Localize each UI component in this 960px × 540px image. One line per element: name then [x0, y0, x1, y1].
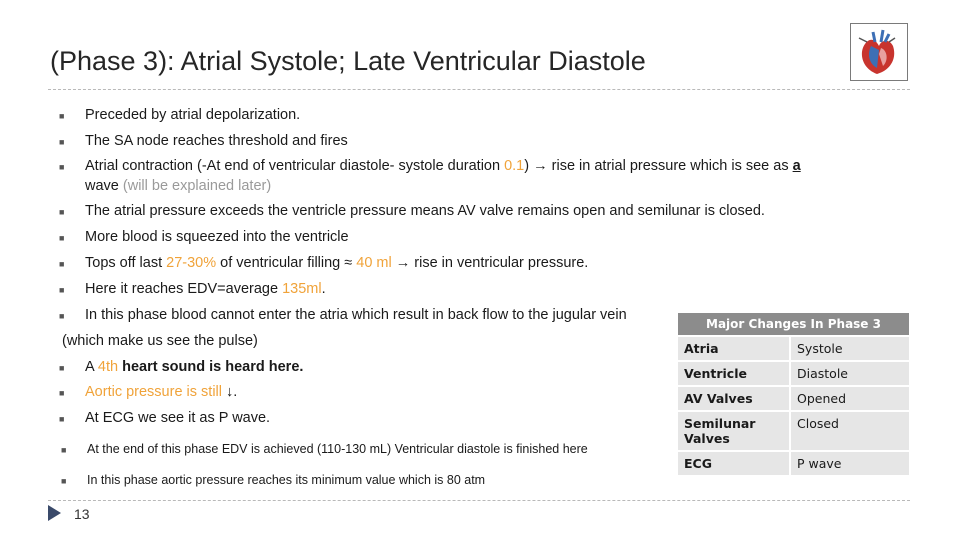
table-cell-value: Systole: [791, 337, 909, 360]
table-row: [678, 337, 909, 360]
bullet-icon: ■: [59, 388, 65, 398]
table-row: [678, 387, 909, 410]
bullet-icon: ■: [61, 476, 67, 486]
bullet-icon: ■: [59, 259, 65, 269]
table-cell-label: Atria: [678, 337, 789, 360]
bullet-item: ■ In this phase aortic pressure reaches its minimum value which is 80 atm: [61, 473, 486, 487]
bullet-icon: ■: [59, 363, 65, 373]
table-row: [678, 412, 909, 450]
title-divider: [48, 89, 910, 90]
table-cell-value: P wave: [791, 452, 909, 475]
bullet-item: ■ Preceded by atrial depolarization.: [59, 107, 301, 123]
table-row: [678, 452, 909, 475]
bullet-icon: ■: [59, 414, 65, 424]
bullet-item: ■ At ECG we see it as P wave.: [59, 410, 271, 426]
bullet-item: ■ The SA node reaches threshold and fires: [59, 133, 348, 149]
table-cell-value: Opened: [791, 387, 909, 410]
bullet-continuation: wave (will be explained later): [85, 178, 272, 194]
table-cell-label: AV Valves: [678, 387, 789, 410]
bullet-item: ■ The atrial pressure exceeds the ventricle pressure means AV valve remains open and semilunar is closed.: [59, 203, 765, 219]
bullet-item: ■ A 4th heart sound is heard here.: [59, 359, 304, 375]
table-cell-value: Closed: [791, 412, 909, 450]
bullet-icon: ■: [59, 311, 65, 321]
bullet-item: ■ Here it reaches EDV=average 135ml.: [59, 281, 326, 297]
page-number: 13: [74, 506, 90, 522]
play-triangle-icon: [48, 505, 61, 521]
table-header: Major Changes In Phase 3: [678, 313, 909, 335]
bullet-item: ■ Atrial contraction (-At end of ventricular diastole- systole duration 0.1) → rise in atrial pressure which is see as a: [59, 158, 801, 174]
bullet-icon: ■: [59, 111, 65, 121]
bullet-item: ■ In this phase blood cannot enter the atria which result in back flow to the jugular vein: [59, 307, 627, 323]
table-cell-label: Semilunar Valves: [678, 412, 789, 450]
bullet-icon: ■: [61, 445, 67, 455]
table-cell-label: Ventricle: [678, 362, 789, 385]
heart-diagram-icon: [850, 23, 908, 81]
bullet-item: ■ More blood is squeezed into the ventricle: [59, 229, 349, 245]
footer-divider: [48, 500, 910, 501]
bullet-icon: ■: [59, 285, 65, 295]
bullet-icon: ■: [59, 233, 65, 243]
bullet-item: ■ At the end of this phase EDV is achieved (110-130 mL) Ventricular diastole is finished here: [61, 442, 588, 456]
bullet-icon: ■: [59, 207, 65, 217]
table-row: [678, 362, 909, 385]
bullet-icon: ■: [59, 162, 65, 172]
phase-changes-table: [678, 313, 909, 475]
table-cell-label: ECG: [678, 452, 789, 475]
table-cell-value: Diastole: [791, 362, 909, 385]
slide-title: (Phase 3): Atrial Systole; Late Ventricular Diastole: [50, 46, 646, 76]
bullet-item: ■ Tops off last 27-30% of ventricular filling ≈ 40 ml → rise in ventricular pressure.: [59, 255, 589, 271]
bullet-icon: ■: [59, 137, 65, 147]
bullet-item: ■ Aortic pressure is still ↓.: [59, 384, 238, 400]
bullet-continuation: (which make us see the pulse): [62, 333, 258, 349]
